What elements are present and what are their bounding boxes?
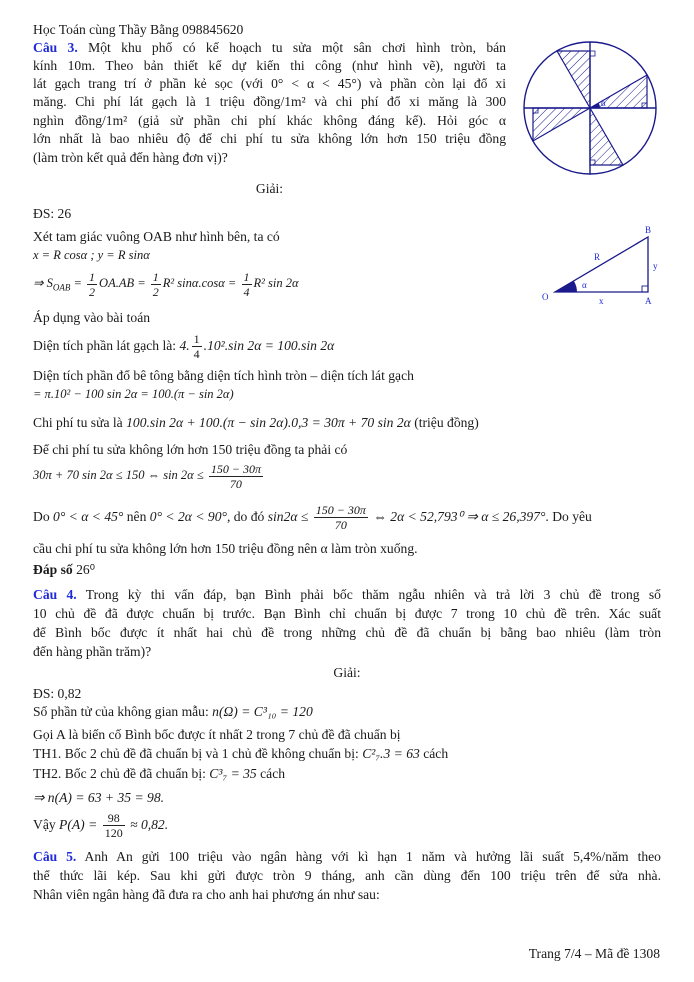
eq-text: 30π + 70 sin 2α ≤ 150 ⇔ sin 2α ≤ xyxy=(33,468,207,482)
eq-text: ≈ 0,82. xyxy=(126,817,169,832)
num: 150 − 30π xyxy=(315,503,366,518)
triangle-figure xyxy=(535,222,685,312)
text: Đáp số xyxy=(33,562,77,577)
text: cách xyxy=(256,766,286,781)
label-alpha: α xyxy=(582,280,587,290)
q3-solution-heading: Giải: xyxy=(255,181,284,196)
q4-case-2 xyxy=(33,765,285,783)
fraction xyxy=(192,332,202,361)
q4-line-1 xyxy=(33,586,661,604)
text: nên xyxy=(123,509,150,524)
q3-answer-key: ĐS: 26 xyxy=(33,206,72,221)
q5-line-2: thể thức lãi kép. Sau khi gửi được tròn 9 tháng, anh cần dùng đến 100 triệu trên để sửa nhà. xyxy=(33,868,661,883)
q3-since xyxy=(33,500,592,534)
q4-case-1 xyxy=(33,745,448,763)
eq-text: 0° < α < 45° xyxy=(53,509,124,524)
q5-line-3: Nhân viên ngân hàng đã đưa ra cho anh hai phương án như sau: xyxy=(33,887,380,902)
q3-cond-eq xyxy=(33,458,265,492)
fraction xyxy=(314,503,368,532)
eq-text: 100.sin 2α + 100.(π − sin 2α).0,3 = 30π + 70 sin 2α xyxy=(126,415,411,430)
text: Diện tích phần lát gạch là: xyxy=(33,338,180,353)
den: 4 xyxy=(243,284,250,299)
text: TH1. Bốc 2 chủ đề đã chuẩn bị và 1 chủ đề không chuẩn bị: xyxy=(33,746,363,761)
q3-label: Câu 3. xyxy=(33,40,78,55)
eq-text: P(A) = xyxy=(59,817,101,832)
text: Chi phí tu sửa là xyxy=(33,415,127,430)
eq-text: R² sinα.cosα = xyxy=(162,276,240,290)
text: cách xyxy=(419,746,449,761)
eq-text: R² sin 2α xyxy=(253,276,299,290)
den: 2 xyxy=(89,284,96,299)
q4-text: Trong kỳ thi vấn đáp, bạn Bình phải bốc thăm ngẫu nhiên và trả lời 3 chủ đề trong số xyxy=(85,587,661,602)
fraction xyxy=(87,270,97,299)
num: 1 xyxy=(243,269,250,284)
eq-sub: OAB xyxy=(52,282,71,293)
label-y: y xyxy=(653,261,658,271)
q3-text: Một khu phố có kế hoạch tu sửa một sân chơi hình tròn, bán xyxy=(88,40,506,55)
eq-text: sin2α ≤ xyxy=(267,509,312,524)
label-o: O xyxy=(542,292,549,302)
q4-label: Câu 4. xyxy=(33,587,77,602)
circle-figure xyxy=(520,38,660,178)
eq-text: ⇒ S xyxy=(33,276,53,290)
eq-text: = xyxy=(73,276,86,290)
den: 70 xyxy=(229,476,242,491)
q3-line-5: nghìn đồng/1m² (giả sử phần chi phí khác không đáng kể). Hỏi góc α xyxy=(33,113,506,128)
label-x: x xyxy=(599,296,604,306)
q3-line-3: lát gạch trang trí ở phần kẻ sọc (với 0° < α < 45°) và phần còn lại đổ xi xyxy=(33,76,506,91)
q5-text: Anh An gửi 100 triệu vào ngân hàng với kì hạn 1 năm và hưởng lãi suất 5,4%/năm theo xyxy=(84,849,661,864)
q5-label: Câu 5. xyxy=(33,849,77,864)
q4-line-2: 10 chủ đề đã được chuẩn bị trước. Bạn Bình chỉ chuẩn bị được 7 trong 10 chủ đề trên. Xác suất xyxy=(33,606,661,621)
den: 4 xyxy=(193,347,200,362)
q3-line-2: kính 10m. Theo bản thiết kế dự kiến thi công (như hình vẽ), người ta xyxy=(33,58,506,73)
label-a: A xyxy=(645,296,652,306)
fraction xyxy=(209,462,263,491)
text: , do đó xyxy=(226,509,268,524)
text: TH2. Bốc 2 chủ đề đã chuẩn bị: xyxy=(33,766,210,781)
den: 120 xyxy=(104,826,123,841)
fraction xyxy=(151,270,161,299)
den: 2 xyxy=(152,284,159,299)
eq-text: n(Ω) = C³₁₀ = 120 xyxy=(212,704,313,719)
q3-cond-label: Để chi phí tu sửa không lớn hơn 150 triệu đồng ta phải có xyxy=(33,442,348,457)
q3-line-1 xyxy=(33,39,506,57)
den: 70 xyxy=(334,518,347,533)
num: 1 xyxy=(152,269,159,284)
num: 98 xyxy=(103,811,125,826)
label-b: B xyxy=(645,225,652,235)
q4-answer-key: ĐS: 0,82 xyxy=(33,686,82,701)
label-r: R xyxy=(594,252,601,262)
q4-solution-heading: Giải: xyxy=(333,665,361,680)
q3-consider: Xét tam giác vuông OAB như hình bên, ta có xyxy=(33,229,280,244)
q3-line-7: (làm tròn kết quả đến hàng đơn vị)? xyxy=(33,150,228,165)
fraction xyxy=(103,811,125,840)
q4-line-4: đến hàng phần trăm)? xyxy=(33,644,152,659)
text: (triệu đồng) xyxy=(410,415,479,430)
q3-final-answer xyxy=(33,561,95,579)
q4-line-3: để Bình bốc được ít nhất hai chủ đề trong những chủ đề đã chuẩn bị bằng bao nhiêu (làm tròn xyxy=(33,625,661,640)
num: 150 − 30π xyxy=(210,461,261,476)
eq-text: C³₇ = 35 xyxy=(209,766,257,781)
q4-na: ⇒ n(A) = 63 + 35 = 98. xyxy=(33,790,165,805)
eq-text: .10².sin 2α = 100.sin 2α xyxy=(203,338,335,353)
eq-text: C²₇.3 = 63 xyxy=(362,746,420,761)
q3-concrete-label: Diện tích phần đổ bê tông bằng diện tích hình tròn – diện tích lát gạch xyxy=(33,368,414,383)
num: 1 xyxy=(193,332,200,347)
value: 26⁰ xyxy=(76,562,96,577)
q4-event: Gọi A là biến cố Bình bốc được ít nhất 2 trong 7 chủ đề đã chuẩn bị xyxy=(33,727,401,742)
q4-probability xyxy=(33,808,168,842)
eq-text: 4. xyxy=(179,338,190,353)
q3-line-6: lớn nhất là bao nhiêu độ để chi phí tu sửa không lớn hơn 150 triệu đồng xyxy=(33,131,506,146)
eq-text: ⇔ 2α < 52,793⁰ ⇒ α ≤ 26,397° xyxy=(369,509,546,524)
q4-sample xyxy=(33,703,313,721)
eq-text: OA.AB = xyxy=(99,276,149,290)
alpha-label: α xyxy=(601,98,606,108)
q3-tile-area xyxy=(33,331,334,361)
q3-eq-area xyxy=(33,268,299,303)
text: Vậy xyxy=(33,817,60,832)
q3-line-4: măng. Chi phí lát gạch là 1 triệu đồng/1m² và chi phí đổ xi măng là 300 xyxy=(33,94,506,109)
q5-line-1 xyxy=(33,848,661,866)
fraction xyxy=(242,270,252,299)
header-text: Học Toán cùng Thầy Bằng 098845620 xyxy=(33,22,244,37)
q3-round-line: cầu chi phí tu sửa không lớn hơn 150 triệu đồng nên α làm tròn xuống. xyxy=(33,541,418,556)
text: Số phần tử của không gian mẫu: xyxy=(33,704,213,719)
text: Do xyxy=(33,509,54,524)
num: 1 xyxy=(89,269,96,284)
q3-cost xyxy=(33,414,479,432)
page-footer: Trang 7/4 – Mã đề 1308 xyxy=(528,946,660,961)
eq-text: 0° < 2α < 90° xyxy=(149,509,227,524)
q3-apply: Áp dụng vào bài toán xyxy=(33,310,151,325)
text: . Do yêu xyxy=(545,509,592,524)
q3-eq-xy: x = R cosα ; y = R sinα xyxy=(33,248,150,262)
q3-concrete-eq: = π.10² − 100 sin 2α = 100.(π − sin 2α) xyxy=(33,387,234,401)
